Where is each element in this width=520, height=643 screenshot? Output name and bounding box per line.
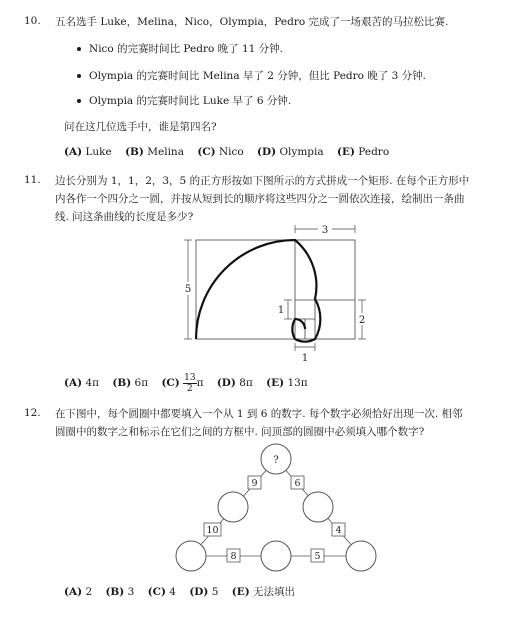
q10-bullet-1: Nico 的完赛时间比 Pedro 晚了 11 分钟. [89, 43, 284, 55]
q10-option-a: (A) Luke [64, 146, 112, 158]
q12-option-c: (C) 4 [147, 586, 176, 598]
circle-right-middle [303, 492, 333, 522]
circle-bottom-right [346, 541, 376, 571]
q11-option-e: (E) 13π [266, 377, 308, 389]
q11-stem-line-1: 边长分别为 1，1，2，3，5 的正方形按如下图所示的方式拼成一个矩形. 在每个正方形中 [55, 175, 470, 187]
dimension-label-right: 2 [358, 315, 366, 326]
dimension-label-bottom: 1 [301, 353, 309, 364]
q11-option-d: (D) 8π [216, 377, 253, 389]
sum-box-8: 8 [230, 551, 237, 562]
q11-option-c: (C) $\frac{13}{2}$ π [161, 372, 204, 394]
q10-option-c: (C) Nico [197, 146, 244, 158]
sum-box-10: 10 [206, 525, 219, 536]
q12-option-d: (D) 5 [189, 586, 219, 598]
q10-bullet-2: Olympia 的完赛时间比 Melina 早了 2 分钟，但比 Pedro 晚了 3 分钟. [89, 70, 427, 82]
q12-options [64, 584, 305, 599]
q11-stem-line-3: 线. 问这条曲线的长度是多少? [55, 211, 194, 223]
q12-option-b: (B) 3 [105, 586, 135, 598]
q10-question: 问在这几位选手中，谁是第四名? [64, 121, 217, 133]
q10-number: 10. [24, 15, 41, 27]
q10-bullet-3: Olympia 的完赛时间比 Luke 早了 6 分钟. [89, 95, 292, 107]
q10-option-b: (B) Melina [125, 146, 184, 158]
circle-bottom-left [176, 541, 206, 571]
q10-option-d: (D) Olympia [257, 146, 324, 158]
sum-box-9: 9 [251, 478, 258, 489]
sum-box-6: 6 [294, 478, 301, 489]
q10-option-e: (E) Pedro [336, 146, 390, 158]
q11-option-b: (B) 6π [112, 377, 149, 389]
q12-stem-line-1: 在下图中，每个圆圈中都要填入一个从 1 到 6 的数字. 每个数字必须恰好出现一次. 相邻 [55, 408, 463, 420]
sum-box-4: 4 [335, 525, 342, 536]
q11-number: 11. [24, 174, 41, 186]
circle-bottom-middle [261, 541, 291, 571]
q12-option-e: (E) 无法填出 [231, 586, 296, 598]
fraction: $\frac{13}{2}$ [184, 372, 196, 394]
q12-number: 12. [24, 407, 41, 419]
q10-stem: 五名选手 Luke，Melina，Nico，Olympia，Pedro 完成了一场艰苦的马拉松比赛. [55, 16, 449, 28]
q12-stem-line-2: 圆圈中的数字之和标示在它们之间的方框中. 问顶部的圆圈中必须填入哪个数字? [55, 426, 425, 438]
dimension-label-top: 3 [321, 225, 329, 236]
dimension-label-small: 1 [277, 305, 285, 316]
q12-option-a: (A) 2 [64, 586, 93, 598]
dimension-label-left: 5 [184, 284, 192, 295]
q11-stem-line-2: 内各作一个四分之一圆，并按从短到长的顺序将这些四分之一圆依次连接，绘制出一条曲 [55, 193, 465, 205]
top-circle-label: ? [273, 455, 279, 466]
q11-option-a: (A) 4π [64, 377, 100, 389]
sum-box-5: 5 [314, 551, 321, 562]
circle-left-middle [218, 492, 248, 522]
